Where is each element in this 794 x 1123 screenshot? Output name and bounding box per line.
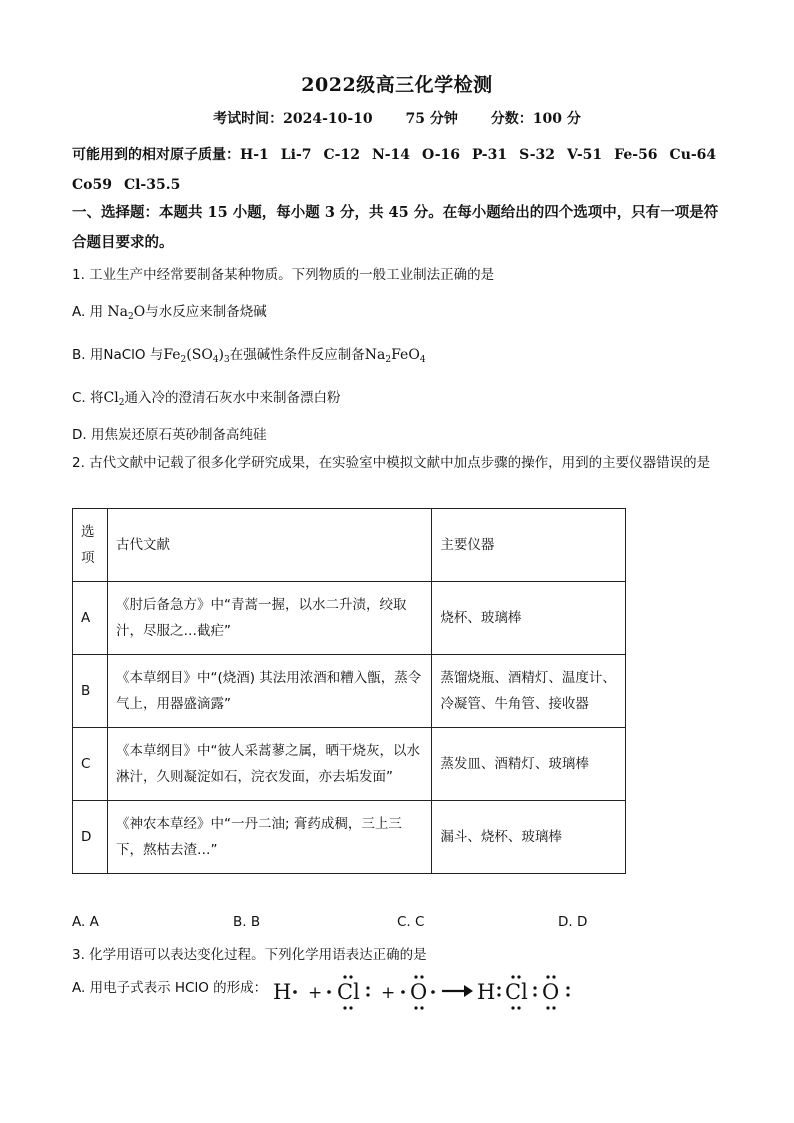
- question-3-stem: 3. 化学用语可以表达变化过程。下列化学用语表达正确的是: [72, 947, 427, 963]
- table-cell-option: C: [73, 728, 108, 801]
- electron-formula: [270, 970, 580, 1014]
- table-cell-option: B: [73, 655, 108, 728]
- choice-a: A. A: [72, 914, 99, 930]
- formula: $Fe_2(SO_4)_3$: [163, 347, 230, 365]
- question-1-option-a: A. 用 $Na_2O$与水反应来制备烧碱: [72, 304, 267, 322]
- table-row: [73, 582, 626, 655]
- exam-duration: 75 分钟: [405, 111, 458, 127]
- mass-item: H-1: [240, 147, 269, 163]
- formula: $Na_2O$: [107, 304, 146, 322]
- exam-score: 分数：100 分: [490, 111, 581, 127]
- literature-table: [72, 508, 626, 874]
- formula-plus: +: [381, 983, 396, 1003]
- choice-b: B. B: [233, 914, 261, 930]
- question-1-stem: 1. 工业生产中经常要制备某种物质。下列物质的一般工业制法正确的是: [72, 267, 495, 283]
- table-cell-tools: 蒸发皿、酒精灯、玻璃棒: [432, 728, 626, 801]
- table-cell-tools: 蒸馏烧瓶、酒精灯、温度计、冷凝管、牛角管、接收器: [432, 655, 626, 728]
- table-cell-option: A: [73, 582, 108, 655]
- mass-item: N-14: [371, 147, 411, 163]
- table-cell-text: 《神农本草经》中“一丹二油; 膏药成稠，三上三下，熬枯去渣…”: [107, 801, 431, 874]
- question-1-option-b: B. 用NaClO 与$Fe_2(SO_4)_3$在强碱性条件反应制备$Na_2FeO_4$: [72, 347, 426, 365]
- table-cell-text: 《本草纲目》中“(烧酒) 其法用浓酒和糟入甑，蒸令气上，用器盛滴露”: [107, 655, 431, 728]
- table-header-cell: 选项: [73, 509, 108, 582]
- table-header-cell: 古代文献: [107, 509, 431, 582]
- question-3-option-a: A. 用电子式表示 HClO 的形成：: [72, 980, 268, 996]
- question-1-option-d: D. 用焦炭还原石英砂制备高纯硅: [72, 427, 267, 443]
- section-heading: 一、选择题：本题共 15 小题，每小题 3 分，共 45 分。在每小题给出的四个选项中，只有一项是符合题目要求的。: [72, 204, 719, 251]
- mass-item: O-16: [422, 147, 461, 163]
- mass-item: P-31: [472, 147, 508, 163]
- mass-item: Co59: [72, 177, 112, 193]
- table-header-cell: 主要仪器: [432, 509, 626, 582]
- atomic-masses-label: 可能用到的相对原子质量：: [72, 147, 240, 163]
- table-cell-tools: 漏斗、烧杯、玻璃棒: [432, 801, 626, 874]
- table-row: [73, 728, 626, 801]
- page-title: 2022级高三化学检测: [301, 74, 493, 96]
- formula-o: O: [542, 980, 560, 1004]
- mass-item: Cl-35.5: [123, 177, 181, 193]
- choice-c: C. C: [397, 914, 425, 930]
- formula: $Na_2FeO_4$: [364, 347, 426, 365]
- mass-item: V-51: [567, 147, 603, 163]
- formula-plus: +: [308, 983, 323, 1003]
- exam-time: 考试时间：2024-10-10: [213, 111, 373, 127]
- choice-d: D. D: [558, 914, 588, 930]
- table-row: [73, 801, 626, 874]
- mass-item: Li-7: [280, 147, 312, 163]
- formula-o: O: [410, 980, 428, 1004]
- formula-h: H: [273, 980, 292, 1004]
- table-cell-text: 《肘后备急方》中“青蒿一握，以水二升渍，绞取汁，尽服之…截疟”: [107, 582, 431, 655]
- formula-cl: Cl: [337, 980, 360, 1004]
- table-cell-tools: 烧杯、玻璃棒: [432, 582, 626, 655]
- mass-item: Cu-64: [669, 147, 717, 163]
- formula-h: H: [477, 980, 496, 1004]
- mass-item: Fe-56: [614, 147, 658, 163]
- table-cell-text: 《本草纲目》中“彼人采蒿蓼之属，晒干烧灰，以水淋汁，久则凝淀如石，浣衣发面，亦去垢发面”: [107, 728, 431, 801]
- table-row: [73, 655, 626, 728]
- formula-cl: Cl: [505, 980, 528, 1004]
- question-2-stem: 2. 古代文献中记载了很多化学研究成果，在实验室中模拟文献中加点步骤的操作，用到的主要仪器错误的是: [72, 455, 711, 471]
- atomic-masses: [72, 140, 732, 200]
- mass-item: C-12: [323, 147, 360, 163]
- mass-item: S-32: [519, 147, 556, 163]
- table-header-row: [73, 509, 626, 582]
- table-cell-option: D: [73, 801, 108, 874]
- formula: $Cl_2$: [103, 390, 125, 408]
- question-1-option-c: C. 将$Cl_2$通入冷的澄清石灰水中来制备漂白粉: [72, 390, 341, 408]
- exam-meta: [0, 108, 794, 128]
